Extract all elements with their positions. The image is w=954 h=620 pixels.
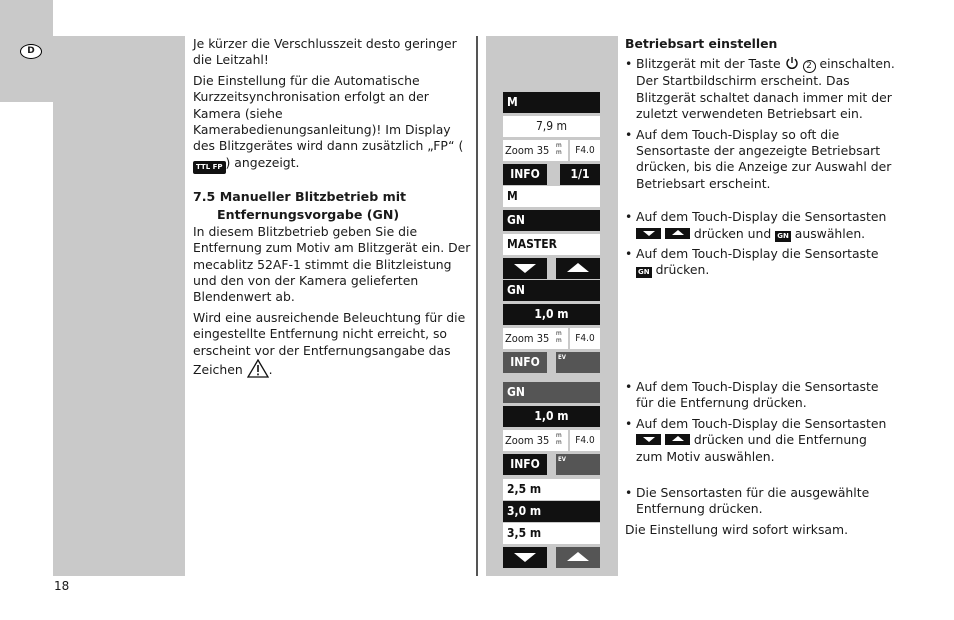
zoom-row — [503, 328, 600, 349]
warning-icon — [247, 359, 269, 378]
distance-option[interactable]: 3,5 m — [503, 523, 600, 544]
right-text-column — [625, 36, 895, 538]
step-power-on: • Blitzgerät mit der Taste 2 einschalten. Der Startbildschirm erscheint. Das Blitzgerät schaltet danach immer mit der zuletzt verwendeten Betriebsart ein. — [625, 56, 895, 122]
step-select-distance: • Auf dem Touch-Display die Sensortasten drücken und die Entfernung zum Motiv auswählen. — [625, 416, 895, 465]
display-gn-distance-selected — [503, 382, 600, 478]
distance-option[interactable]: 2,5 m — [503, 479, 600, 500]
arrow-down-button[interactable] — [503, 258, 547, 279]
distance-readout[interactable]: 1,0 m — [503, 406, 600, 427]
step-press-gn: • Auf dem Touch-Display die Sensortaste GN drücken. — [625, 246, 895, 279]
info-button[interactable]: INFO — [503, 454, 547, 475]
step-confirm-distance: • Die Sensortasten für die ausgewählte Entfernung drücken. — [625, 485, 895, 518]
arrow-down-icon — [636, 228, 661, 239]
power-icon — [785, 56, 799, 70]
arrow-up-icon — [665, 228, 690, 239]
mode-bar[interactable]: GN — [503, 382, 600, 403]
ttl-fp-icon: TTL FP — [193, 161, 226, 174]
aperture-readout: F4.0 — [570, 430, 600, 451]
arrow-down-icon — [636, 434, 661, 445]
arrow-down-button[interactable] — [503, 547, 547, 568]
margin-band-left — [53, 36, 185, 576]
display-distance-list — [503, 479, 600, 571]
paragraph-gn-intro: In diesem Blitzbetrieb geben Sie die Entfernung zum Motiv am Blitzgerät ein. Der mecablitz 52AF-1 stimmt die Blitzleistung und den von der Kamera gelieferten Blendenwert ab. — [193, 223, 471, 305]
instructions-heading: Betriebsart einstellen — [625, 36, 778, 51]
circled-number-icon: 2 — [803, 60, 816, 73]
info-button[interactable]: INFO — [503, 164, 547, 185]
step-press-distance: • Auf dem Touch-Display die Sensortaste für die Entfernung drücken. — [625, 379, 895, 412]
display-gn-main — [503, 280, 600, 376]
ev-button[interactable]: EV — [556, 454, 600, 475]
zoom-readout: Zoom 35 m m — [503, 140, 568, 161]
ratio-button[interactable]: 1/1 — [560, 164, 600, 185]
mode-option-gn[interactable]: GN — [503, 210, 600, 231]
column-divider — [476, 36, 478, 576]
paragraph-shutter: Je kürzer die Verschlusszeit desto geringer die Leitzahl! — [193, 36, 457, 68]
zoom-readout: Zoom 35 m m — [503, 328, 568, 349]
section-heading: 7.5 Manueller Blitzbetrieb mit Entfernungsvorgabe (GN) — [193, 188, 407, 222]
arrow-up-button[interactable] — [556, 547, 600, 568]
distance-option-selected[interactable]: 3,0 m — [503, 501, 600, 522]
left-text-column — [193, 36, 471, 383]
zoom-readout: Zoom 35 m m — [503, 430, 568, 451]
aperture-readout: F4.0 — [570, 328, 600, 349]
mode-bar[interactable]: M — [503, 92, 600, 113]
distance-readout: 7,9 m — [503, 116, 600, 137]
final-note: Die Einstellung wird sofort wirksam. — [625, 521, 849, 537]
mode-option-master[interactable]: MASTER — [503, 234, 600, 255]
paragraph-fp: Die Einstellung für die Automatische Kurzzeitsynchronisation erfolgt an der Kamera (siehe Kamerabedienungsanleitung)! Im Display des Blitzgerätes wird dann zusätzlich „FP“ (TTL FP ) angezeigt. — [193, 73, 471, 174]
aperture-readout: F4.0 — [570, 140, 600, 161]
zoom-row — [503, 140, 600, 161]
zoom-row — [503, 430, 600, 451]
page-number: 18 — [54, 579, 70, 593]
distance-readout[interactable]: 1,0 m — [503, 304, 600, 325]
arrow-up-button[interactable] — [556, 258, 600, 279]
gn-key-icon: GN — [638, 268, 650, 277]
step-press-mode: • Auf dem Touch-Display so oft die Sensortaste der angezeigte Betriebsart drücken, bis die Anzeige zur Auswahl der Betriebsart erscheint. — [625, 127, 895, 193]
mode-option-m[interactable]: M — [503, 186, 600, 207]
gn-key-icon: GN — [777, 231, 789, 240]
step-select-gn: • Auf dem Touch-Display die Sensortasten drücken und GN auswählen. — [625, 209, 895, 242]
display-main-m — [503, 92, 600, 188]
paragraph-warning: Wird eine ausreichende Beleuchtung für die eingestellte Entfernung nicht erreicht, so erscheint vor der Entfernungsangabe das Zeichen . — [193, 309, 466, 378]
arrow-up-icon — [665, 434, 690, 445]
language-badge: D — [20, 44, 42, 59]
ev-button[interactable]: EV — [556, 352, 600, 373]
info-button[interactable]: INFO — [503, 352, 547, 373]
display-mode-select — [503, 186, 600, 282]
mode-bar[interactable]: GN — [503, 280, 600, 301]
